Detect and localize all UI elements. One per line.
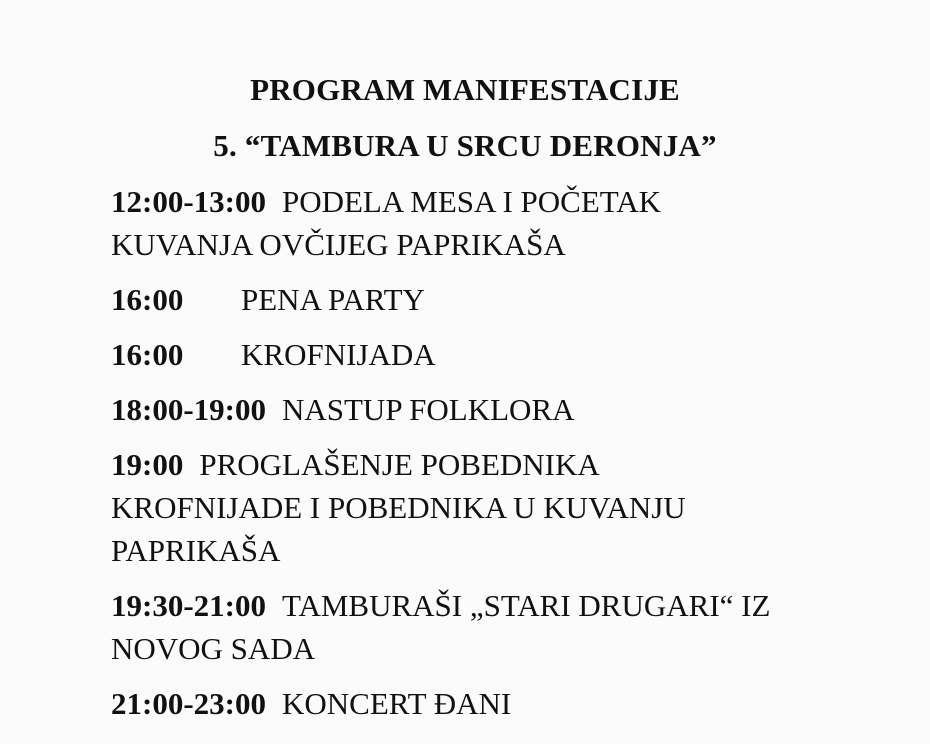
entry-time: 21:00-23:00 [111, 686, 266, 721]
schedule-entry [111, 180, 731, 266]
schedule-entry [111, 682, 911, 725]
entry-time: 12:00-13:00 [111, 184, 266, 219]
entry-description: PENA PARTY [241, 282, 425, 317]
entry-description: TAMBURAŠI „STARI DRUGARI“ IZ NOVOG SADA [111, 588, 771, 666]
entry-description: PODELA MESA I POČETAK KUVANJA OVČIJEG PAPRIKAŠA [111, 184, 662, 262]
schedule-entry [111, 388, 911, 431]
schedule-entry [111, 333, 911, 376]
document-title: PROGRAM MANIFESTACIJE [250, 72, 680, 107]
entry-time: 18:00-19:00 [111, 392, 266, 427]
schedule-list [111, 180, 911, 725]
event-name: 5. “TAMBURA U SRCU DERONJA” [213, 128, 717, 163]
schedule-entry [111, 443, 751, 572]
entry-time: 19:30-21:00 [111, 588, 266, 623]
entry-description: NASTUP FOLKLORA [281, 392, 575, 427]
entry-time: 16:00 [111, 282, 184, 317]
entry-time: 16:00 [111, 337, 184, 372]
entry-time: 19:00 [111, 447, 184, 482]
schedule-entry [111, 278, 911, 321]
entry-description: PROGLAŠENJE POBEDNIKA KROFNIJADE I POBEDNIKA U KUVANJU PAPRIKAŠA [111, 447, 686, 568]
entry-description: KONCERT ĐANI [281, 686, 512, 721]
schedule-entry [111, 584, 801, 670]
entry-description: KROFNIJADA [241, 337, 436, 372]
